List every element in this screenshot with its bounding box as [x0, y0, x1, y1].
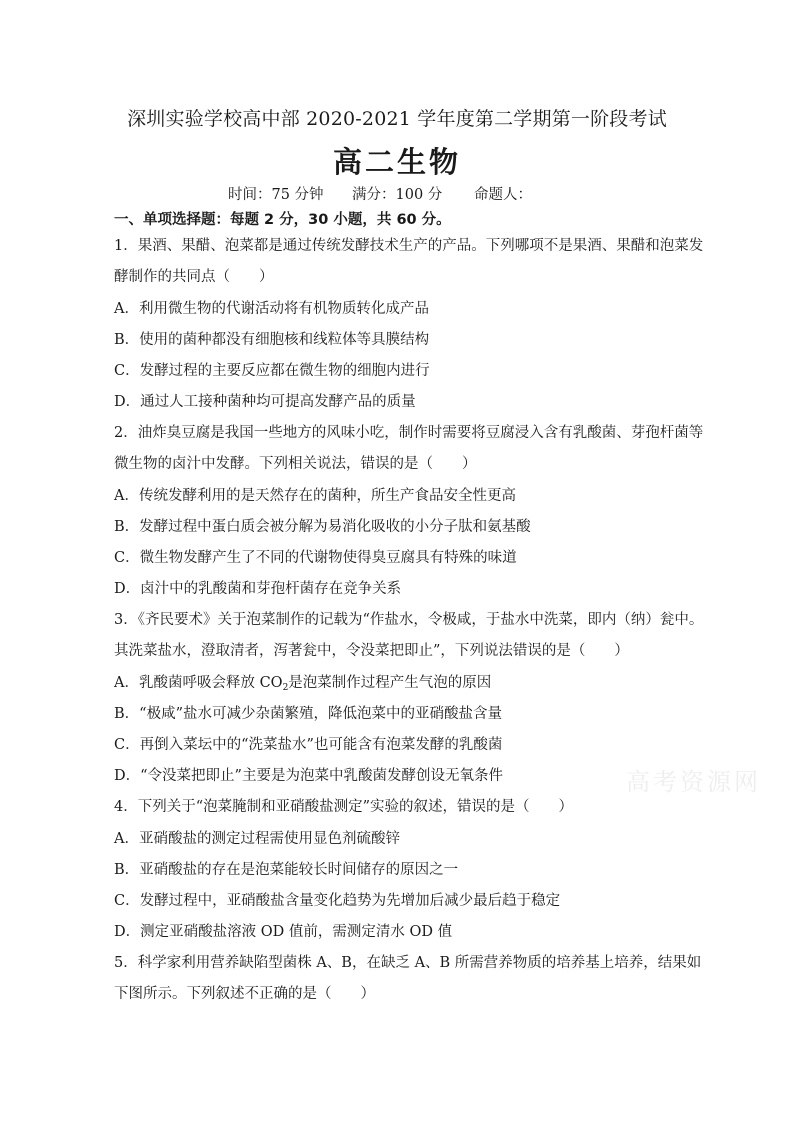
question-3-option-a — [114, 671, 491, 693]
question-1-stem-line-2: 酵制作的共同点（ ） — [114, 269, 274, 285]
exam-score: 满分：100 分 — [352, 187, 443, 203]
question-2-option-a: A．传统发酵利用的是天然存在的菌种，所生产食品安全性更高 — [114, 488, 516, 504]
subject-title: 高二生物 — [332, 145, 461, 179]
watermark: 高考资源网 — [626, 768, 761, 796]
question-4-stem-line-1: 4．下列关于“泡菜腌制和亚硝酸盐测定”实验的叙述，错误的是（ ） — [114, 799, 574, 815]
question-2-option-b: B．发酵过程中蛋白质会被分解为易消化吸收的小分子肽和氨基酸 — [114, 519, 531, 535]
question-1-stem-line-1: 1．果酒、果醋、泡菜都是通过传统发酵技术生产的产品。下列哪项不是果酒、果醋和泡菜发 — [114, 238, 704, 254]
exam-title: 深圳实验学校高中部 2020-2021 学年度第二学期第一阶段考试 — [127, 108, 667, 130]
exam-time: 时间：75 分钟 — [228, 187, 324, 203]
question-1-option-d: D．通过人工接种菌种均可提高发酵产品的质量 — [114, 394, 416, 410]
question-2-option-d: D．卤汁中的乳酸菌和芽孢杆菌存在竞争关系 — [114, 581, 402, 597]
question-1-option-b: B．使用的菌种都没有细胞核和线粒体等具膜结构 — [114, 332, 430, 348]
section-heading: 一、单项选择题：每题 2 分，30 小题，共 60 分。 — [114, 212, 451, 228]
question-2-option-c: C．微生物发酵产生了不同的代谢物使得臭豆腐具有特殊的味道 — [114, 550, 517, 566]
question-4-option-d: D．测定亚硝酸盐溶液 OD 值前，需测定清水 OD 值 — [114, 924, 453, 940]
question-3-option-c: C．再倒入菜坛中的“洗菜盐水”也可能含有泡菜发酵的乳酸菌 — [114, 737, 503, 753]
question-3-option-d: D．“令没菜把即止”主要是为泡菜中乳酸菌发酵创设无氧条件 — [114, 768, 503, 784]
exam-setter: 命题人： — [474, 187, 532, 203]
question-3-option-a-text: A．乳酸菌呼吸会释放 CO — [114, 675, 283, 691]
question-2-stem-line-2: 微生物的卤汁中发酵。下列相关说法，错误的是（ ） — [114, 456, 477, 472]
co2-subscript: 2 — [282, 683, 289, 693]
exam-meta — [228, 183, 532, 204]
question-3-stem-line-2: 其洗菜盐水，澄取清者，泻著瓮中，令没菜把即止”，下列说法错误的是（ ） — [114, 643, 629, 659]
question-5-stem-line-2: 下图所示。下列叙述不正确的是（ ） — [114, 986, 375, 1002]
question-1-option-c: C．发酵过程的主要反应都在微生物的细胞内进行 — [114, 363, 430, 379]
question-5-stem-line-1: 5．科学家利用营养缺陷型菌株 A、B，在缺乏 A、B 所需营养物质的培养基上培养，结果如 — [114, 955, 702, 971]
question-4-option-c: C．发酵过程中，亚硝酸盐含量变化趋势为先增加后减少最后趋于稳定 — [114, 893, 561, 909]
question-3-option-b: B．“极咸”盐水可减少杂菌繁殖，降低泡菜中的亚硝酸盐含量 — [114, 706, 502, 722]
question-3-option-a-tail: 是泡菜制作过程产生气泡的原因 — [288, 675, 492, 691]
question-4-option-b: B．亚硝酸盐的存在是泡菜能较长时间储存的原因之一 — [114, 862, 459, 878]
question-2-stem-line-1: 2．油炸臭豆腐是我国一些地方的风味小吃，制作时需要将豆腐浸入含有乳酸菌、芽孢杆菌等 — [114, 425, 704, 441]
question-4-option-a: A．亚硝酸盐的测定过程需使用显色剂硫酸锌 — [114, 831, 400, 847]
question-3-stem-line-1: 3．《齐民要术》关于泡菜制作的记载为“作盐水，令极咸，于盐水中洗菜，即内（纳）瓮中。 — [114, 612, 704, 628]
question-1-option-a: A．利用微生物的代谢活动将有机物质转化成产品 — [114, 301, 429, 317]
